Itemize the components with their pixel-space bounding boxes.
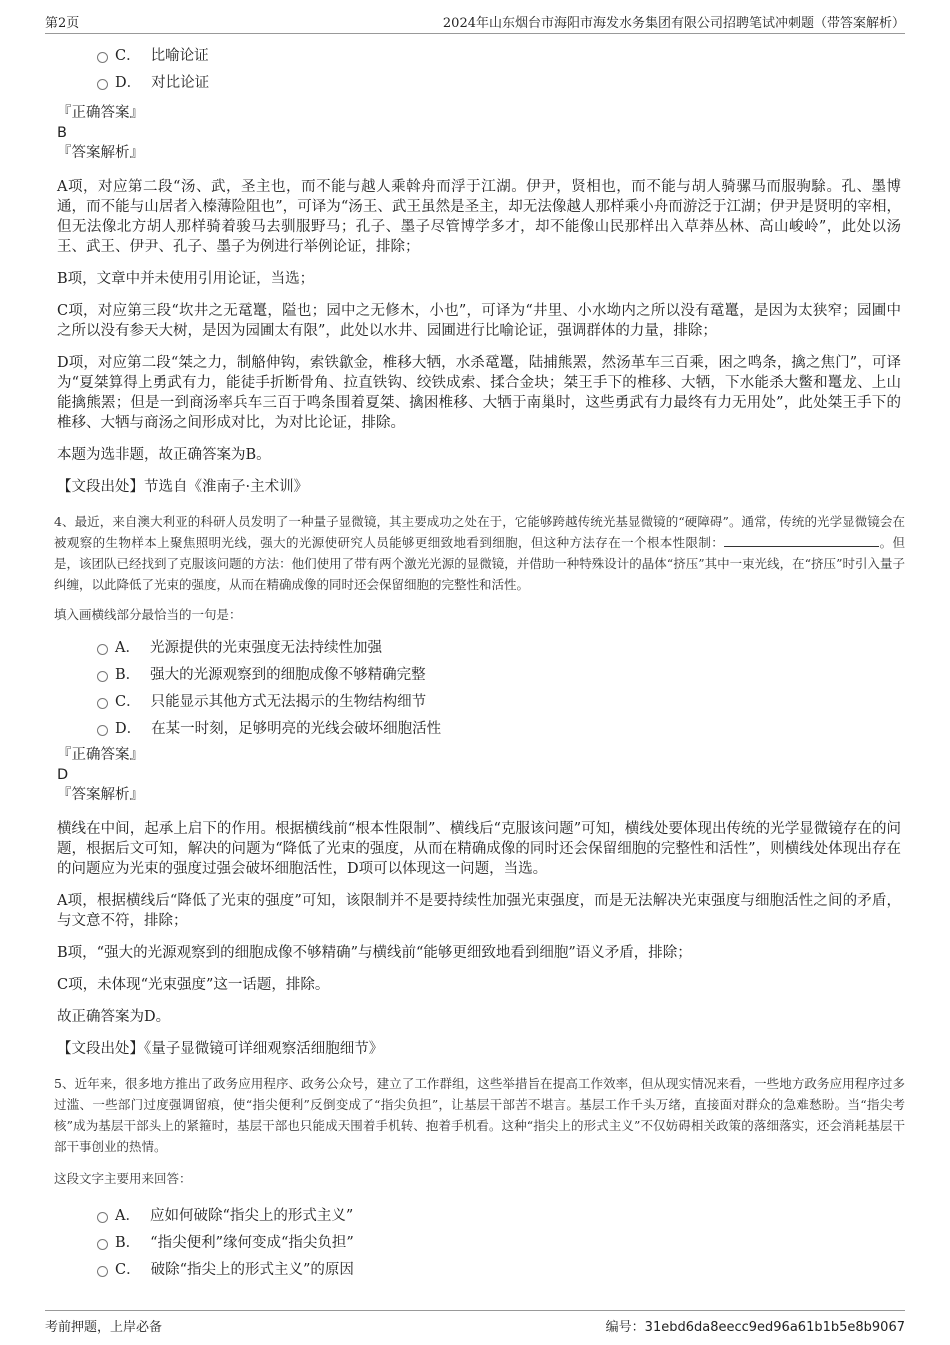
code-label: 编号： (605, 1320, 645, 1335)
option-c[interactable] (45, 689, 905, 716)
fill-blank (724, 533, 879, 547)
option-d[interactable] (45, 70, 905, 97)
option-text: 在某一时刻，足够明亮的光线会破坏细胞活性 (151, 721, 442, 737)
main-content (45, 40, 905, 1284)
radio-icon[interactable] (97, 671, 108, 682)
answer-label: 『正确答案』 (57, 747, 144, 763)
radio-icon[interactable] (97, 52, 108, 63)
source-note: 【文段出处】《量子显微镜可详细观察活细胞细节》 (57, 1041, 384, 1057)
q5-options (45, 1203, 905, 1284)
option-letter: A． (115, 1208, 140, 1224)
stem-part-1: 4、最近，来自澳大利亚的科研人员发明了一种量子显微镜，其主要成功之处在于，它能够跨越传统光基显微镜的“硬障碍”。通常，传统的光学显微镜会在被观察的生物样本上聚焦照明光线，强大的光源使研究人员能够更细致地看到细胞，但这种方法存在一个根本性限制： (54, 514, 905, 550)
option-text: 只能显示其他方式无法揭示的生物结构细节 (150, 694, 427, 710)
source-note: 【文段出处】节选自《淮南子·主术训》 (57, 479, 309, 495)
page-number: 第2页 (45, 16, 80, 31)
option-b[interactable] (45, 1230, 905, 1257)
option-text: 光源提供的光束强度无法持续性加强 (149, 640, 382, 656)
analysis-paragraph: D项，对应第二段“桀之力，制觡伸钩，索铁歙金，椎移大牺，水杀鼋鼍，陆捕熊罴，然汤革车三百乘，困之鸣条，擒之焦门”，可译为“夏桀算得上勇武有力，能徒手折断骨角、拉直铁钩、绞铁成索、揉合金块；桀王手下的椎移、大牺，下水能杀大鳖和鼍龙、上山能擒熊罴；但是一到商汤率兵车三百于鸣条围着夏桀、擒困椎移、大牺于南巢时，这些勇武有力最终有力无用处”，此处桀王手下的椎移、大牺与商汤之间形成对比，为对比论证，排除。 (57, 355, 901, 431)
analysis-paragraph: A项，对应第二段“汤、武，圣主也，而不能与越人乘斡舟而浮于江湖。伊尹，贤相也，而不能与胡人骑骡马而服驹駼。孔、墨博通，而不能与山居者入榛薄险阻也”，可译为“汤王、武王虽然是圣主，却无法像越人那样乘小舟而游泛于江湖；伊尹是贤明的宰相，但无法像北方胡人那样骑着骏马去驯服野马；孔子、墨子尽管博学多才，却不能像山民那样出入草莽丛林、高山峻岭”，此处以汤王、武王、伊尹、孔子、墨子为例进行举例论证，排除； (57, 179, 901, 255)
option-c[interactable] (45, 1257, 905, 1284)
footer-slogan: 考前押题，上岸必备 (45, 1320, 163, 1335)
option-text: 比喻论证 (150, 48, 209, 64)
radio-icon[interactable] (97, 1212, 108, 1223)
option-letter: C． (115, 1262, 141, 1278)
analysis-paragraph: 横线在中间，起承上启下的作用。根据横线前“根本性限制”、横线后“克服该问题”可知，横线处要体现出传统的光学显微镜存在的问题，根据后文可知，解决的问题为“降低了光束的强度，从而在精确成像的同时还会保留细胞的完整性和活性”，则横线处体现出存在的问题应为光束的强度过强会破坏细胞活性，D项可以体现这一问题，当选。 (57, 821, 901, 877)
question-stem: 5、近年来，很多地方推出了政务应用程序、政务公众号，建立了工作群组，这些举措旨在提高工作效率，但从现实情况来看，一些地方政务应用程序过多过滥、一些部门过度强调留痕，使“指尖便利”反倒变成了“指尖负担”，让基层干部苦不堪言。基层工作千头万绪，直接面对群众的急难愁盼。当“指尖考核”成为基层干部头上的紧箍时，基层干部也只能成天围着手机转、抱着手机看。这种“指尖上的形式主义”不仅妨碍相关政策的落细落实，还会消耗基层干部干事创业的热情。 (54, 1076, 905, 1154)
document-title: 2024年山东烟台市海阳市海发水务集团有限公司招聘笔试冲刺题（带答案解析） (442, 16, 905, 31)
analysis-paragraph: C项，未体现“光束强度”这一话题，排除。 (57, 977, 330, 993)
q3-options (45, 43, 905, 97)
question-ask: 这段文字主要用来回答： (54, 1171, 192, 1186)
analysis-label: 『答案解析』 (57, 145, 144, 161)
radio-icon[interactable] (97, 79, 108, 90)
answer-value: D (57, 767, 69, 783)
analysis-paragraph: 本题为选非题，故正确答案为B。 (57, 447, 271, 463)
radio-icon[interactable] (97, 698, 108, 709)
option-letter: D． (115, 721, 142, 737)
option-text: 破除“指尖上的形式主义”的原因 (150, 1262, 354, 1278)
answer-value: B (57, 125, 67, 141)
radio-icon[interactable] (97, 1266, 108, 1277)
analysis-paragraph: 故正确答案为D。 (57, 1009, 171, 1025)
page-header (45, 12, 905, 34)
analysis-paragraph: B项，文章中并未使用引用论证，当选； (57, 271, 315, 287)
option-letter: A． (115, 640, 140, 656)
analysis-paragraph: A项，根据横线后“降低了光束的强度”可知，该限制并不是要持续性加强光束强度，而是无法解决光束强度与细胞活性之间的矛盾，与文意不符，排除； (57, 893, 901, 929)
analysis-paragraph: C项，对应第三段“坎井之无鼋鼍，隘也；园中之无修木，小也”，可译为“井里、小水坳内之所以没有鼋鼍，是因为太狭窄；园圃中之所以没有参天大树，是因为园圃太有限”，此处以水井、园圃进行比喻论证，强调群体的力量，排除； (57, 303, 901, 339)
question-ask: 填入画横线部分最恰当的一句是： (54, 607, 242, 622)
option-letter: D． (115, 75, 142, 91)
option-text: 应如何破除“指尖上的形式主义” (149, 1208, 354, 1224)
analysis-label: 『答案解析』 (57, 787, 144, 803)
answer-label: 『正确答案』 (57, 105, 144, 121)
option-letter: B． (115, 667, 141, 683)
option-text: “指尖便利”缘何变成“指尖负担” (150, 1235, 354, 1251)
page-footer (45, 1310, 905, 1334)
option-letter: C． (115, 48, 141, 64)
q4-options (45, 635, 905, 743)
stem-part-2: 。但是，该团队已经找到了克服该问题的方法：他们使用了带有两个激光光源的显微镜，并借助一种特殊设计的晶体“挤压”其中一束光线，在“挤压”时引入量子纠缠，以此降低了光束的强度，从而在精确成像的同时还会保留细胞的完整性和活性。 (54, 535, 905, 592)
code-value: 31ebd6da8eecc9ed96a61b1b5e8b9067 (644, 1320, 905, 1335)
radio-icon[interactable] (97, 644, 108, 655)
option-a[interactable] (45, 635, 905, 662)
question-stem (45, 511, 905, 595)
option-c[interactable] (45, 43, 905, 70)
analysis-paragraph: B项，“强大的光源观察到的细胞成像不够精确”与横线前“能够更细致地看到细胞”语义矛盾，排除； (57, 945, 692, 961)
option-d[interactable] (45, 716, 905, 743)
footer-code (606, 1316, 905, 1335)
radio-icon[interactable] (97, 1239, 108, 1250)
option-b[interactable] (45, 662, 905, 689)
option-letter: C． (115, 694, 141, 710)
option-text: 强大的光源观察到的细胞成像不够精确完整 (150, 667, 426, 683)
option-a[interactable] (45, 1203, 905, 1230)
radio-icon[interactable] (97, 725, 108, 736)
option-letter: B． (115, 1235, 141, 1251)
option-text: 对比论证 (151, 75, 210, 91)
